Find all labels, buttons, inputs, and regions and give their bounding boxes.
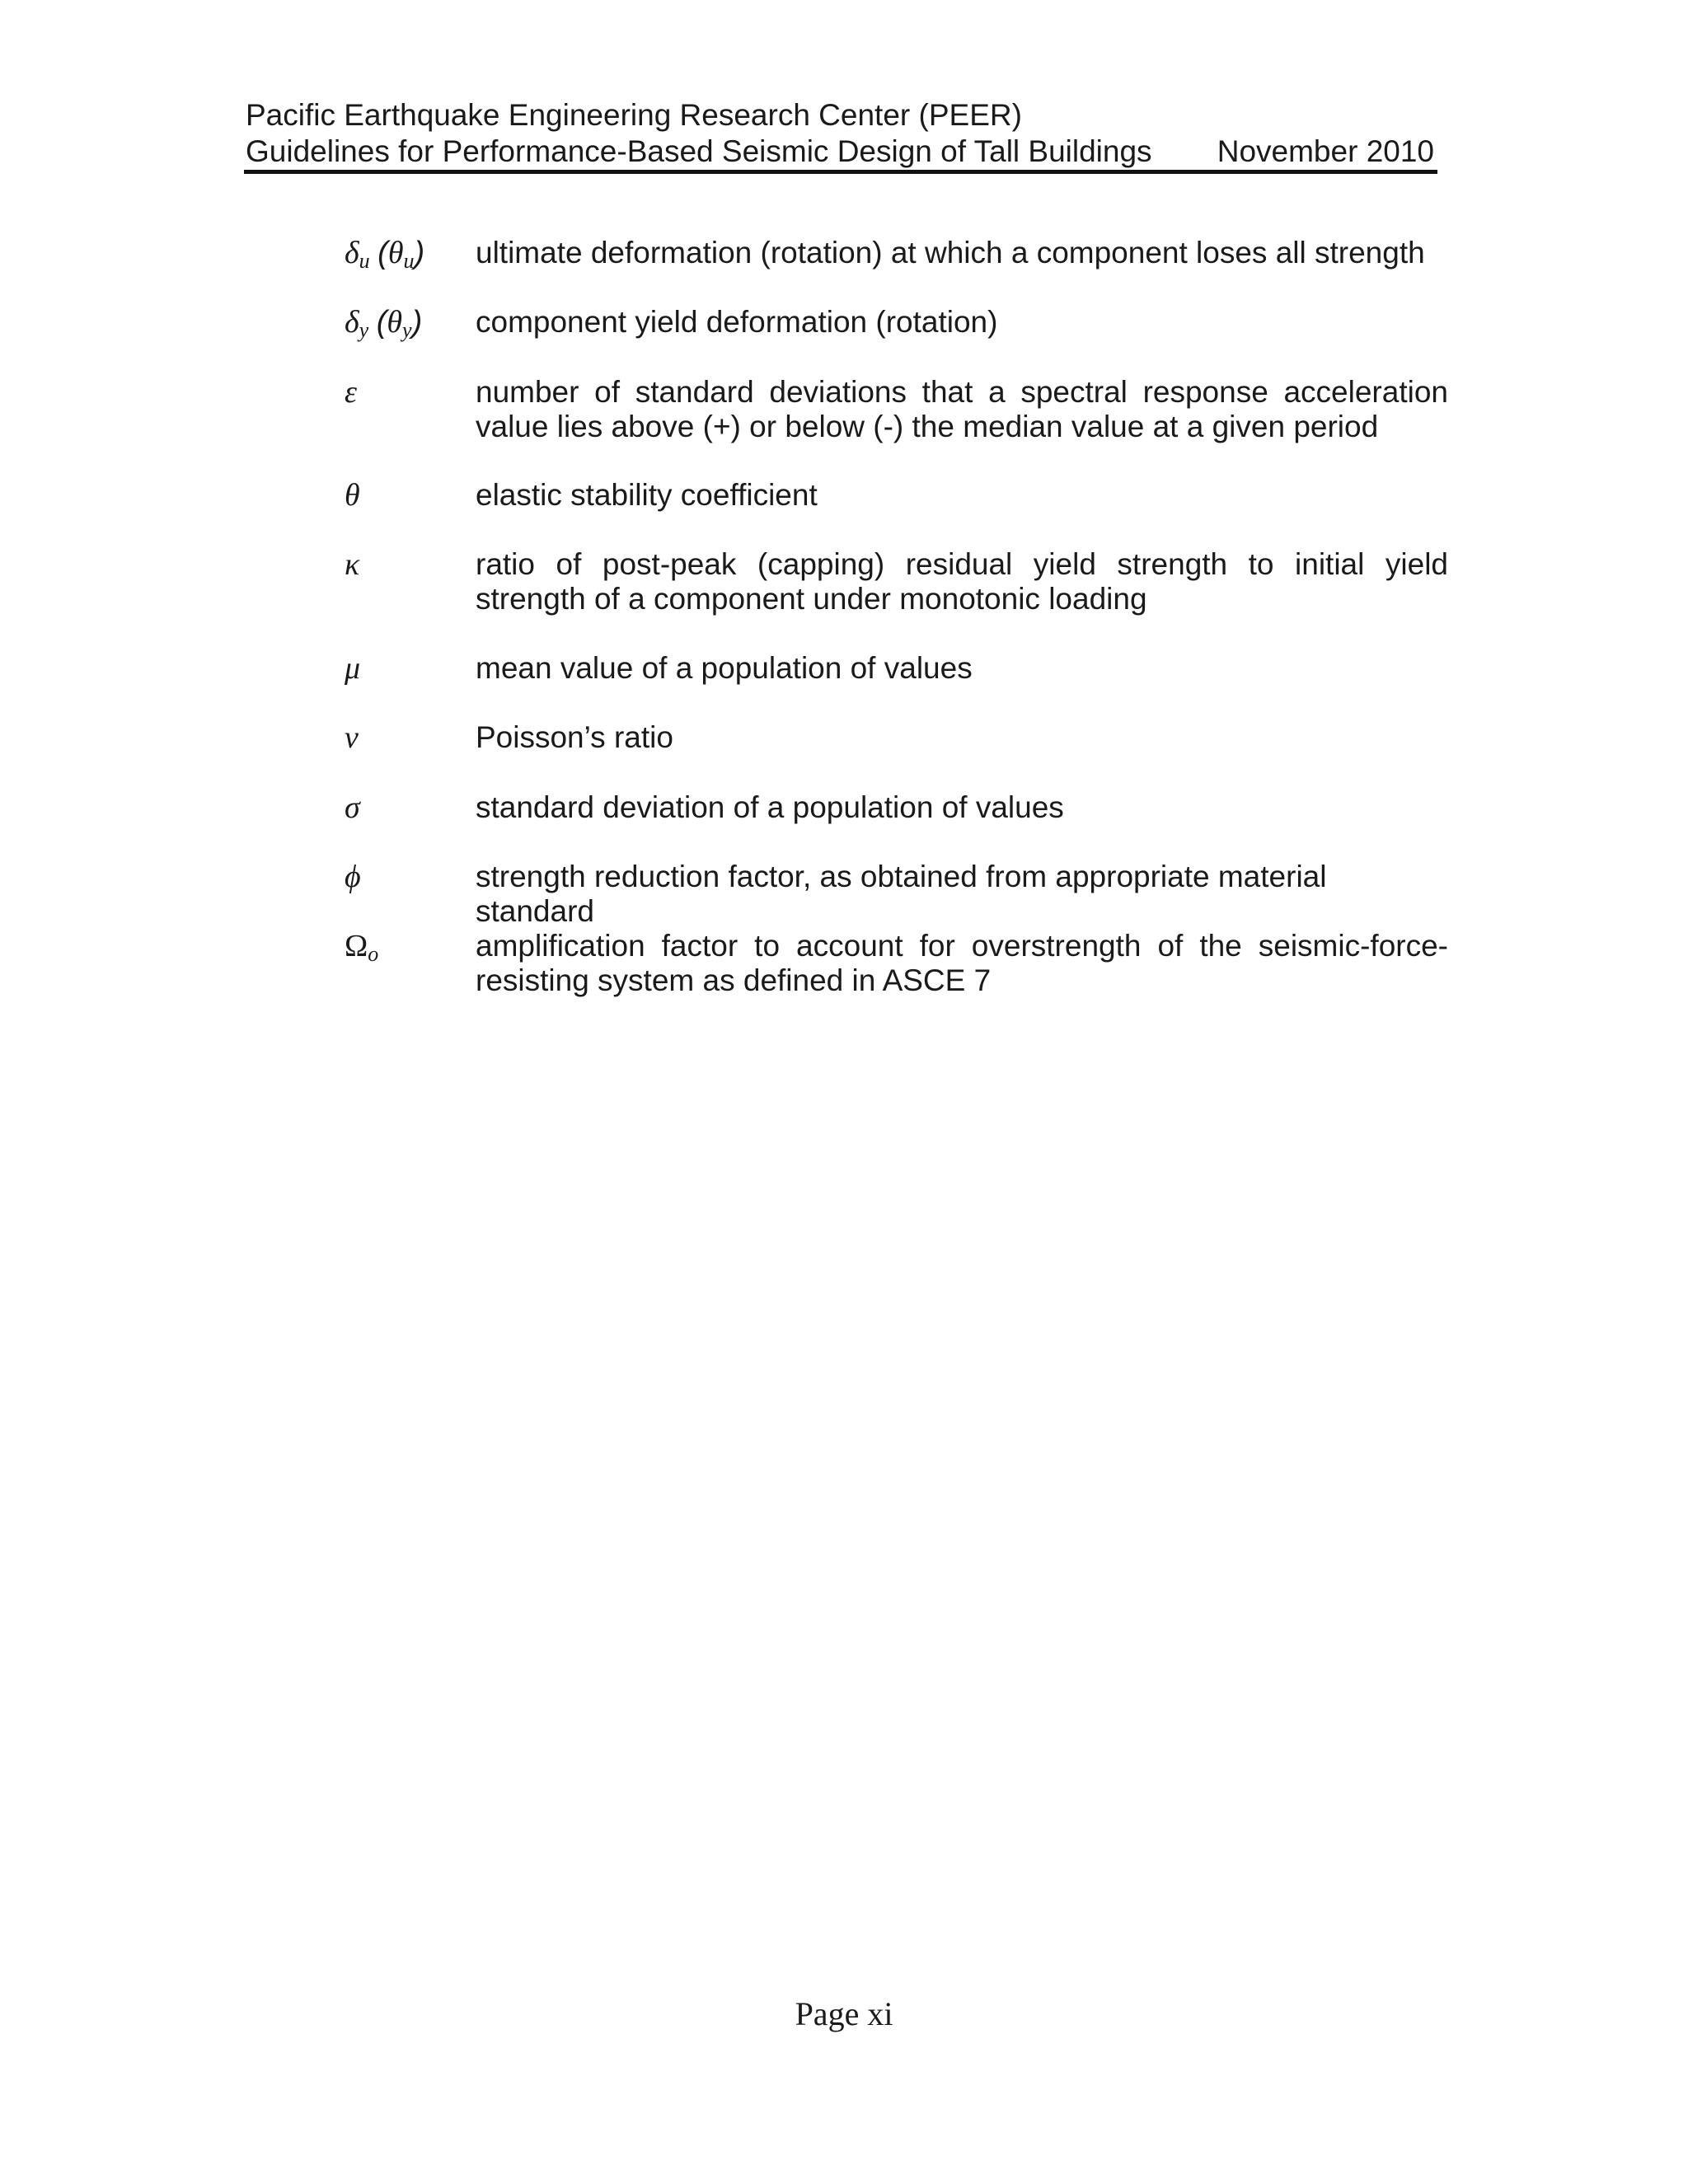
symbol-term: μ (345, 651, 361, 686)
symbol-definition: Poisson’s ratio (476, 720, 673, 754)
running-header (246, 97, 1437, 170)
symbol-definition: mean value of a population of values (476, 651, 973, 685)
header-document-title: Guidelines for Performance-Based Seismic Design of Tall Buildings (246, 134, 1152, 168)
symbol-term: ϕ (345, 860, 361, 894)
symbol-definition: ultimate deformation (rotation) at which a component loses all strength (476, 236, 1425, 269)
symbol-term: θ (345, 478, 360, 513)
symbol-definition: amplification factor to account for overstrength of the seismic-force-resisting system as defined in ASCE 7 (476, 929, 1448, 997)
symbol-term: κ (345, 547, 360, 582)
symbol-term: $\delta_y$ $(\theta_y)$ (345, 305, 423, 342)
header-rule (244, 170, 1437, 174)
symbol-definition: elastic stability coefficient (476, 478, 818, 512)
symbol-term: σ (345, 790, 360, 825)
header-organization: Pacific Earthquake Engineering Research Center (PEER) (246, 98, 1022, 132)
header-title-row (246, 134, 1437, 170)
symbol-term: ε (345, 375, 357, 410)
symbol-term: $\Omega_o$ (345, 929, 379, 966)
symbol-definition: standard deviation of a population of values (476, 790, 1064, 824)
header-date: November 2010 (1217, 134, 1434, 168)
symbol-definition: strength reduction factor, as obtained from appropriate material standard (476, 860, 1327, 928)
page-number: Page xi (795, 1995, 893, 2032)
symbol-term: ν (345, 720, 359, 755)
symbol-definition: ratio of post-peak (capping) residual yield strength to initial yield strength of a component under monotonic loading (476, 547, 1448, 616)
symbol-definition: component yield deformation (rotation) (476, 305, 998, 339)
symbol-definition: number of standard deviations that a spectral response acceleration value lies above (+) or below (-) the median value at a given period (476, 375, 1448, 443)
symbol-term: $\delta_u$ $(\theta_u)$ (345, 236, 425, 273)
